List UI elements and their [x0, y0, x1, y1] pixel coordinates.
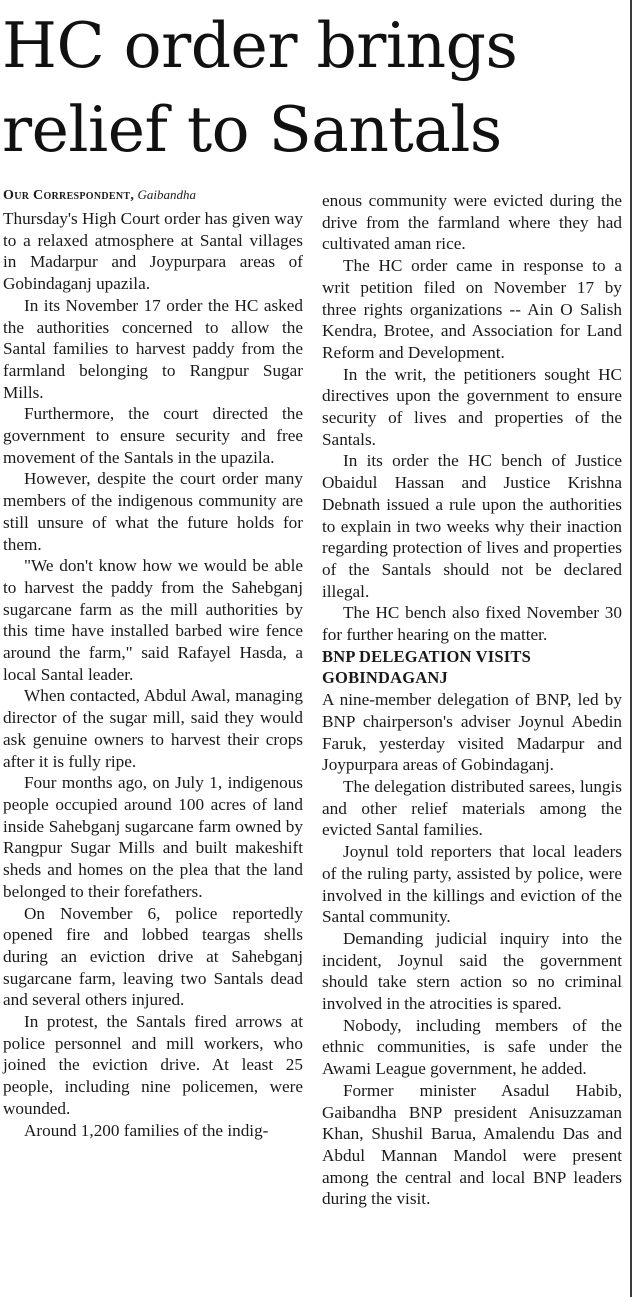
paragraph: Around 1,200 families of the indig- [24, 1120, 269, 1140]
paragraph: The HC order came in response to a writ petition filed on November 17 by three rights organizations -- Ain O Salish Kendra, Brotee, and Association for Land Reform and Development. [322, 256, 622, 362]
paragraph: Joynul told reporters that local leaders of the ruling party, assisted by police, were involved in the killings and eviction of the Santal community. [322, 842, 622, 927]
paragraph: In its November 17 order the HC asked the authorities concerned to allow the Santal families to harvest paddy from the farmland belonging to Rangpur Sugar Mills. [3, 295, 303, 402]
byline-correspondent: Our Correspondent, [3, 188, 135, 203]
paragraph: A nine-member delegation of BNP, led by BNP chairperson's adviser Joynul Abedin Faruk, yesterday visited Madarpur and Joypurpara areas of Gobindaganj. [322, 690, 622, 775]
paragraph: Nobody, including members of the ethnic communities, is safe under the Awami League government, he added. [322, 1015, 622, 1079]
paragraph: Former minister Asadul Habib, Gaibandha BNP president Anisuzzaman Khan, Shushil Barua, Amalendu Das and Abdul Mannan Mandol were present among the central and local BNP leaders during the visit. [322, 1080, 622, 1209]
headline [2, 4, 626, 172]
paragraph: When contacted, Abdul Awal, managing director of the sugar mill, said they would ask genuine owners to harvest their crops after it is fully ripe. [3, 686, 303, 771]
paragraph: Four months ago, on July 1, indigenous people occupied around 100 acres of land inside Sahebganj sugarcane farm owned by Rangpur Sugar Mills and built makeshift sheds and homes on the plea that the land belonged to their forefathers. [3, 773, 303, 901]
paragraph: enous community were evicted during the drive from the farmland where they had cultivated aman rice. [322, 191, 622, 254]
paragraph: "We don't know how we would be able to harvest the paddy from the Sahebganj sugarcane farm as the mill authorities by this time have installed barbed wire fence around the farm," said Rafayel Hasda, a local Santal leader. [3, 556, 303, 684]
paragraph: The delegation distributed sarees, lungis and other relief materials among the evicted Santal families. [322, 776, 622, 840]
paragraph: Thursday's High Court order has given way to a relaxed atmosphere at Santal villages in Madarpur and Joypurpara areas of Gobindaganj upazila. [3, 209, 304, 294]
column-rule [630, 0, 632, 1297]
left-column [3, 186, 303, 1141]
byline-location: Gaibandha [137, 187, 196, 202]
paragraph: Demanding judicial inquiry into the incident, Joynul said the government should take stern action so no criminal involved in the atrocities is spared. [322, 928, 622, 1014]
subhead: BNP DELEGATION VISITS GOBINDAGANJ [322, 646, 531, 688]
paragraph: In its order the HC bench of Justice Obaidul Hassan and Justice Krishna Debnath issued a rule upon the authorities to explain in two weeks why their inaction regarding protection of lives and properties of the Santals should not be declared illegal. [322, 451, 622, 601]
right-column [322, 190, 622, 1210]
headline-line-2: relief to Santals [2, 93, 502, 166]
paragraph: The HC bench also fixed November 30 for further hearing on the matter. [322, 603, 622, 645]
byline [3, 186, 303, 205]
paragraph: However, despite the court order many members of the indigenous community are still unsure of what the future holds for them. [3, 469, 303, 554]
paragraph: In protest, the Santals fired arrows at police personnel and mill workers, who joined the eviction drive. At least 25 people, including nine policemen, were wounded. [3, 1012, 303, 1118]
paragraph: In the writ, the petitioners sought HC directives upon the government to ensure security of lives and properties of the Santals. [322, 364, 622, 449]
paragraph: Furthermore, the court directed the government to ensure security and free movement of the Santals in the upazila. [3, 404, 303, 467]
paragraph: On November 6, police reportedly opened fire and lobbed teargas shells during an eviction drive at Sahebganj sugarcane farm, leaving two Santals dead and several others injured. [3, 903, 303, 1010]
headline-line-1: HC order brings [2, 9, 518, 82]
